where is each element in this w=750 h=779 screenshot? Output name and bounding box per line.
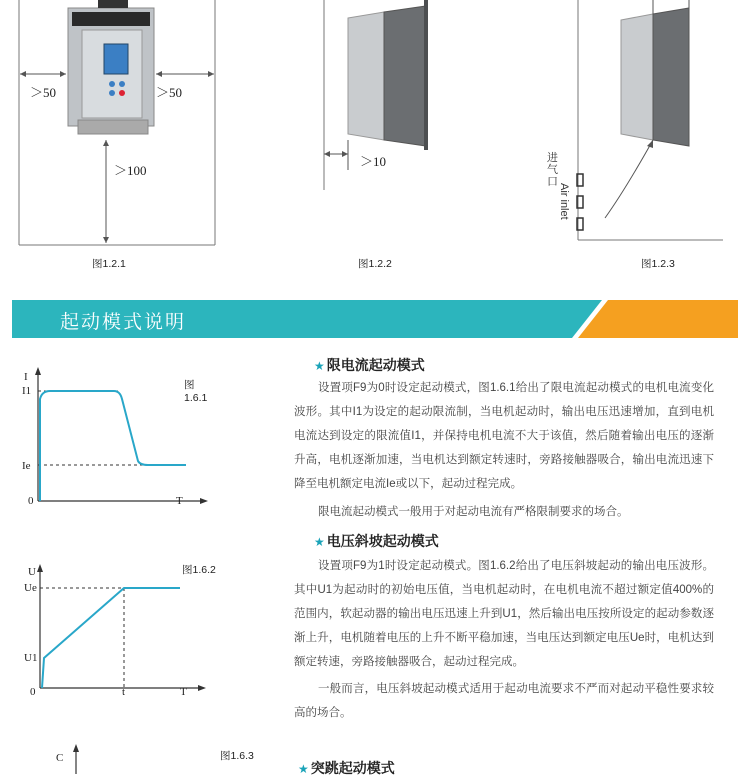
- star-icon: ★: [314, 359, 325, 373]
- side-gap-label: ＞10: [360, 154, 387, 169]
- chart3-caption: 图1.6.3: [220, 750, 254, 762]
- chart1-ie-label: Ie: [22, 460, 31, 472]
- chart1-i1-label: I1: [22, 385, 32, 397]
- star-icon: ★: [298, 762, 309, 776]
- chart-1-6-1: [18, 365, 218, 515]
- air-inlet-cn-label: 进气口: [547, 152, 558, 188]
- bottom-gap-label: ＞100: [114, 163, 147, 178]
- side-clearance-diagram: [322, 0, 434, 200]
- section2-para1: 设置项F9为1时设定起动模式。图1.6.2给出了电压斜坡起动的输出电压波形。其中U1为起动时的初始电压值，当电机起动时，在电机电流不超过额定值400%的范围内，软起动器的输出电压迅速上升到U1，然后输出电压按所设定的起动参数逐渐上升，电机随着电压的上升不断平稳加速，当电压达到额定电压Ue时，电机达到额定转速，旁路接触器吸合，起动过程完成。: [294, 560, 714, 668]
- chart-1-6-2: [18, 560, 228, 710]
- section2-heading: ★ 电压斜坡起动模式: [314, 533, 439, 549]
- section3-heading: ★ 突跳起动模式: [298, 760, 395, 776]
- section1-para2: 限电流起动模式一般用于对起动电流有严格限制要求的场合。: [318, 506, 629, 518]
- install-clearance-diagram: [18, 0, 216, 248]
- chart2-u1-label: U1: [24, 652, 38, 664]
- chart1-caption: 图 1.6.1: [184, 379, 208, 404]
- chart2-t-label: t: [122, 686, 126, 698]
- section2-para2: 一般而言，电压斜坡起动模式适用于起动电流要求不严而对起动平稳性要求较高的场合。: [294, 683, 714, 719]
- air-inlet-diagram: [575, 0, 725, 248]
- chart2-x-axis-label: T: [180, 686, 187, 698]
- right-gap-label: ＞50: [156, 85, 183, 100]
- chart1-y-axis-label: I: [24, 371, 28, 383]
- chart-1-6-3: [30, 742, 270, 774]
- figure-1-2-1: [18, 0, 216, 248]
- chart1-origin-label: 0: [28, 495, 34, 507]
- section1-heading: ★ 限电流起动模式: [314, 357, 425, 373]
- banner-title: 起动模式说明: [60, 312, 187, 333]
- section1-para1: 设置项F9为0时设定起动模式，图1.6.1给出了限电流起动模式的电机电流变化波形。其中I1为设定的起动限流制，当电机起动时，输出电压迅速增加，直到电机电流达到设定的限流值I1，并保持电机电流不大于该值，然后随着输出电压的逐渐升高，电机逐渐加速，当电机达到额定转速时，旁路接触器吸合，输出电流迅速下降至电机额定电流Ie或以下，起动过程完成。: [294, 382, 714, 490]
- figure-1-2-1-caption: 图1.2.1: [92, 258, 126, 270]
- left-gap-label: ＞50: [30, 85, 57, 100]
- chart1-x-axis-label: T: [176, 495, 183, 507]
- chart2-ue-label: Ue: [24, 582, 37, 594]
- chart2-y-axis-label: U: [28, 566, 36, 578]
- figure-1-2-2: [322, 0, 434, 200]
- star-icon: ★: [314, 535, 325, 549]
- air-inlet-en-label: Air inlet: [558, 183, 570, 220]
- figure-1-2-3: [547, 0, 725, 248]
- figure-1-2-3-caption: 图1.2.3: [641, 258, 675, 270]
- chart2-origin-label: 0: [30, 686, 36, 698]
- figure-1-2-2-caption: 图1.2.2: [358, 258, 392, 270]
- section-banner: [12, 300, 738, 338]
- chart3-y-axis-label: C: [56, 752, 64, 764]
- chart2-caption: 图1.6.2: [182, 564, 216, 576]
